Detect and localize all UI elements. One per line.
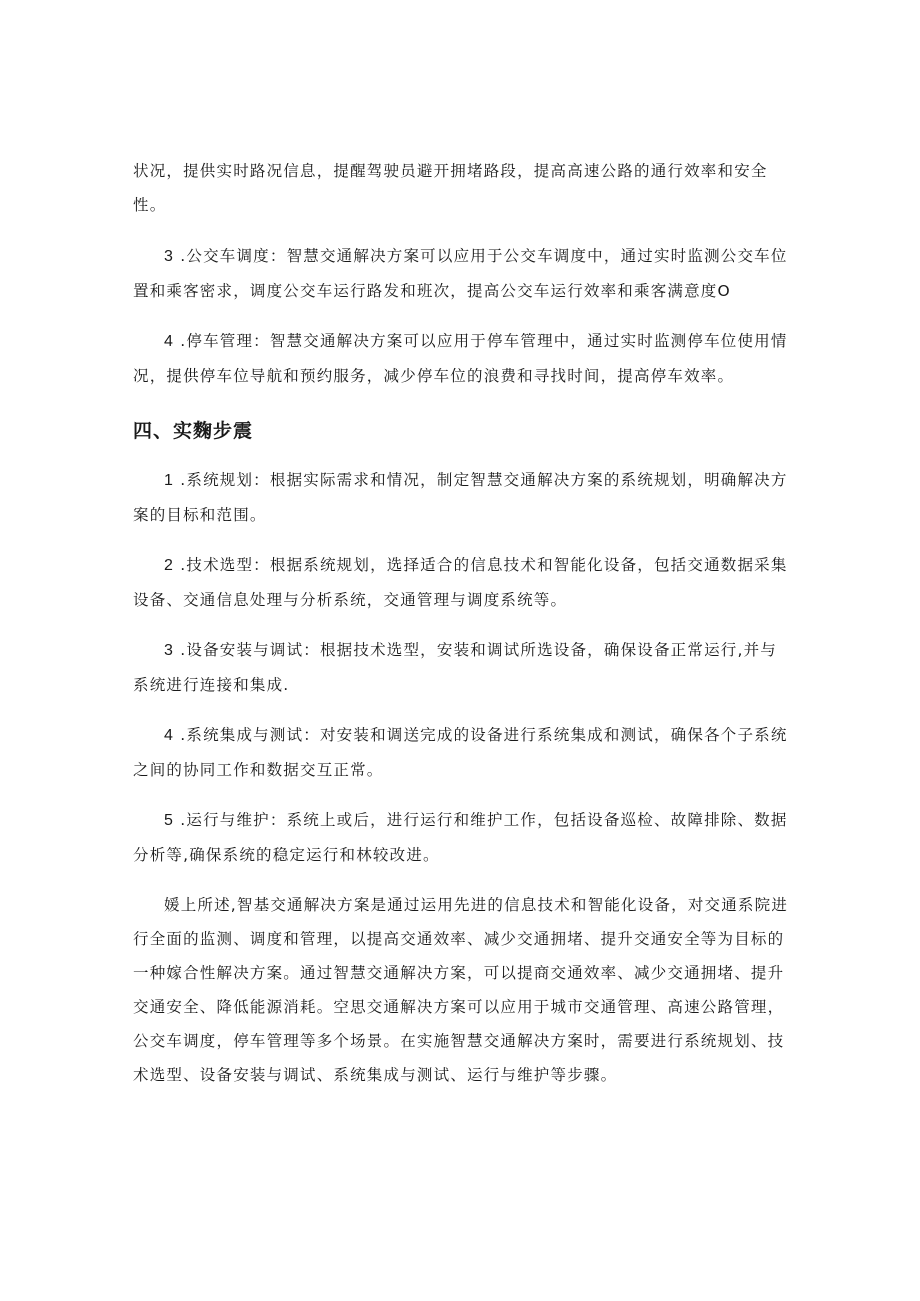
list-item-text: .设备安装与调试：根据技术选型，安装和调试所选设备，确保设备正常运行,并与系统进行连接和集成. bbox=[133, 641, 777, 694]
continuation-paragraph bbox=[133, 154, 793, 222]
list-item-text: .系统集成与测试：对安装和调送完成的设备进行系统集成和测试，确保各个子系统之间的协同工作和数据交互正常。 bbox=[133, 726, 788, 779]
step-paragraph-installation bbox=[133, 633, 793, 702]
list-number: 3 bbox=[164, 248, 175, 265]
list-number: 5 bbox=[164, 812, 175, 829]
step-paragraph-operation bbox=[133, 803, 793, 872]
scenario-paragraph-bus-dispatch bbox=[133, 239, 793, 308]
list-number: 4 bbox=[164, 333, 175, 350]
step-paragraph-system-planning bbox=[133, 463, 793, 532]
list-item-text: .运行与维护：系统上或后，进行运行和维护工作，包括设备巡检、故障排除、数据分析等,确保系统的稳定运行和林较改进。 bbox=[133, 811, 788, 864]
continuation-text: 状况，提供实时路况信息，提醒驾驶员避开拥堵路段，提高高速公路的通行效率和安全性。 bbox=[133, 162, 768, 214]
list-item-text: .技术选型：根据系统规划，选择适合的信息技术和智能化设备，包括交通数据采集设备、交通信息处理与分析系统，交通管理与调度系统等。 bbox=[133, 556, 788, 609]
list-item-text: .公交车调度：智慧交通解决方案可以应用于公交车调度中，通过实时监测公交车位置和乘客密求，调度公交车运行路发和班次，提高公交车运行效率和乘客满意度O bbox=[133, 247, 788, 300]
scenario-paragraph-parking bbox=[133, 324, 793, 393]
list-number: 3 bbox=[164, 642, 175, 659]
list-item-text: .系统规划：根据实际需求和情况，制定智慧交通解决方案的系统规划，明确解决方案的目标和范围。 bbox=[133, 471, 788, 524]
section-heading: 四、实麴步震 bbox=[133, 420, 254, 442]
list-number: 2 bbox=[164, 557, 175, 574]
conclusion-text: 媛上所述,智基交通解决方案是通过运用先进的信息技术和智能化设备，对交通系院进行全面的监测、调度和管理，以提高交通效率、减少交通拥堵、提升交通安全等为目标的一种嫁合性解决方案。通过智慧交通解决方案，可以提商交通效率、减少交通拥堵、提升交通安全、降低能源消耗。空思交通解决方案可以应用于城市交通管理、高速公路管理，公交车调度，停车管理等多个场景。在实施智慧交通解决方案时，需要进行系统规划、技术选型、设备安装与调试、系统集成与测试、运行与维护等步骤。 bbox=[133, 896, 789, 1084]
list-number: 1 bbox=[164, 472, 175, 489]
step-paragraph-integration bbox=[133, 718, 793, 787]
list-item-text: .停车管理：智慧交通解决方案可以应用于停车管理中，通过实时监测停车位使用情况，提供停车位导航和预约服务，减少停车位的浪费和寻找时间，提高停车效率。 bbox=[133, 332, 788, 385]
list-number: 4 bbox=[164, 727, 175, 744]
step-paragraph-tech-selection bbox=[133, 548, 793, 617]
conclusion-paragraph bbox=[133, 888, 793, 1092]
